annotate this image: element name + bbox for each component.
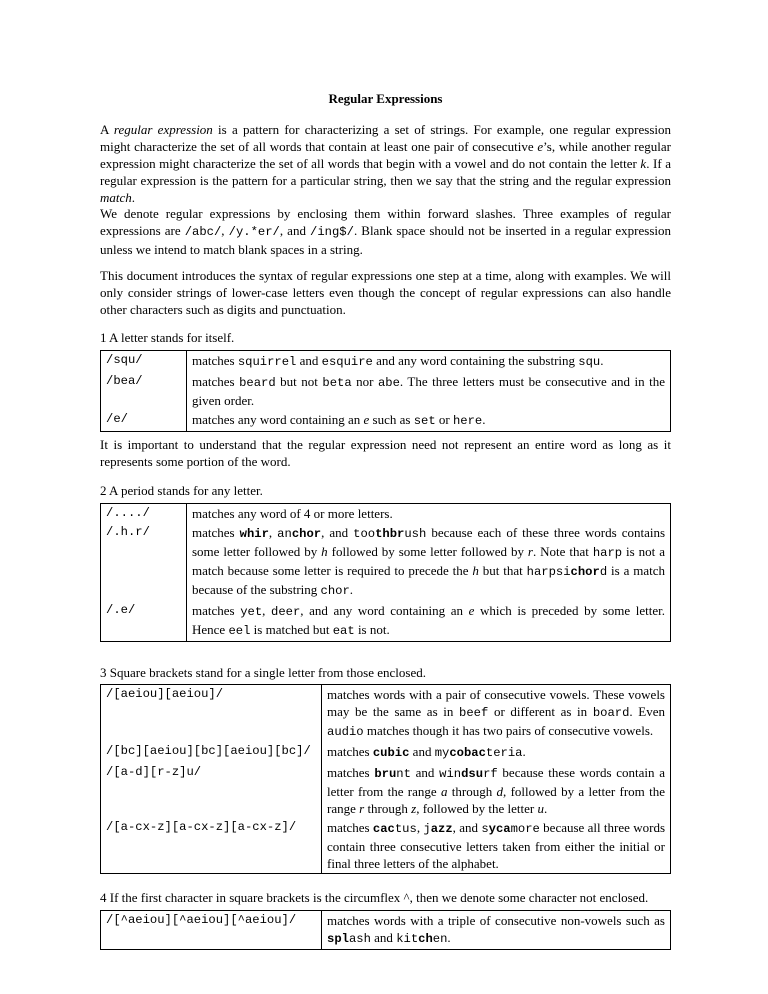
- pattern-cell: /[a-cx-z][a-cx-z][a-cx-z]/: [101, 818, 322, 874]
- section-2-heading: 2 A period stands for any letter.: [100, 483, 263, 498]
- section-1-note: It is important to understand that the regular expression need not represent an entire word as long as it represents some portion of the word.: [100, 437, 671, 469]
- section-4-heading: 4 If the first character in square brackets is the circumflex ^, then we denote some character not enclosed.: [100, 890, 649, 905]
- table-row: [101, 351, 671, 373]
- description-cell: matches squirrel and esquire and any word containing the substring squ.: [187, 351, 671, 373]
- pattern-cell: /[a-d][r-z]u/: [101, 763, 322, 818]
- section-1-heading: 1 A letter stands for itself.: [100, 330, 235, 345]
- section-3-heading: 3 Square brackets stand for a single letter from those enclosed.: [100, 665, 426, 680]
- description-cell: matches cactus, jazz, and sycamore because all three words contain three consecutive letters taken from either the initial or final three letters of the alphabet.: [322, 818, 671, 874]
- section-1-table: [100, 350, 671, 432]
- table-row: [101, 504, 671, 524]
- pattern-cell: /[aeiou][aeiou]/: [101, 685, 322, 743]
- pattern-cell: /e/: [101, 410, 187, 432]
- pattern-cell: /.e/: [101, 601, 187, 642]
- description-cell: matches words with a pair of consecutive vowels. These vowels may be the same as in beef or different as in board. Even audio matches though it has two pairs of consecutive vowels.: [322, 685, 671, 743]
- table-row: [101, 818, 671, 874]
- description-cell: matches words with a triple of consecutive non-vowels such as splash and kitchen.: [322, 911, 671, 950]
- description-cell: matches cubic and mycobacteria.: [322, 742, 671, 763]
- description-cell: matches beard but not beta nor abe. The three letters must be consecutive and in the given order.: [187, 372, 671, 410]
- table-row: [101, 601, 671, 642]
- pattern-cell: /[^aeiou][^aeiou][^aeiou]/: [101, 911, 322, 950]
- intro-paragraph-3: This document introduces the syntax of regular expressions one step at a time, along with examples. We will only consider strings of lower-case letters even though the concept of regular expressions can also handle other characters such as digits and punctuation.: [100, 268, 671, 317]
- page-title: Regular Expressions: [328, 91, 443, 106]
- description-cell: matches whir, anchor, and toothbrush because each of these three words contains some letter followed by h followed by some letter followed by r. Note that harp is not a match because some letter is required to precede the h but that harpsichord is a match because of the substring chor.: [187, 523, 671, 601]
- table-row: [101, 685, 671, 743]
- section-3-table: [100, 684, 671, 874]
- pattern-cell: /bea/: [101, 372, 187, 410]
- table-row: [101, 523, 671, 601]
- table-row: [101, 742, 671, 763]
- pattern-cell: /[bc][aeiou][bc][aeiou][bc]/: [101, 742, 322, 763]
- section-2-table: [100, 503, 671, 642]
- pattern-cell: /squ/: [101, 351, 187, 373]
- pattern-cell: /..../: [101, 504, 187, 524]
- table-row: [101, 410, 671, 432]
- description-cell: matches brunt and windsurf because these words contain a letter from the range a through d, followed by a letter from the range r through z, followed by the letter u.: [322, 763, 671, 818]
- description-cell: matches any word of 4 or more letters.: [187, 504, 671, 524]
- table-row: [101, 372, 671, 410]
- description-cell: matches any word containing an e such as set or here.: [187, 410, 671, 432]
- table-row: [101, 911, 671, 950]
- pattern-cell: /.h.r/: [101, 523, 187, 601]
- table-row: [101, 763, 671, 818]
- description-cell: matches yet, deer, and any word containing an e which is preceded by some letter. Hence eel is matched but eat is not.: [187, 601, 671, 642]
- intro-paragraph-2: We denote regular expressions by enclosing them within forward slashes. Three examples of regular expressions are /abc/, /y.*er/, and /ing$/. Blank space should not be inserted in a regular expression unless we intend to match blank spaces in a string.: [100, 206, 672, 257]
- intro-paragraph-1: A regular expression is a pattern for characterizing a set of strings. For example, one regular expression might characterize the set of all words that contain at least one pair of consecutive e’s, while another regular expression might characterize the set of all words that begin with a vowel and do not contain the letter k. If a regular expression is the pattern for a particular string, then we say that the string and the regular expression match.: [100, 122, 672, 205]
- section-4-table: [100, 910, 671, 950]
